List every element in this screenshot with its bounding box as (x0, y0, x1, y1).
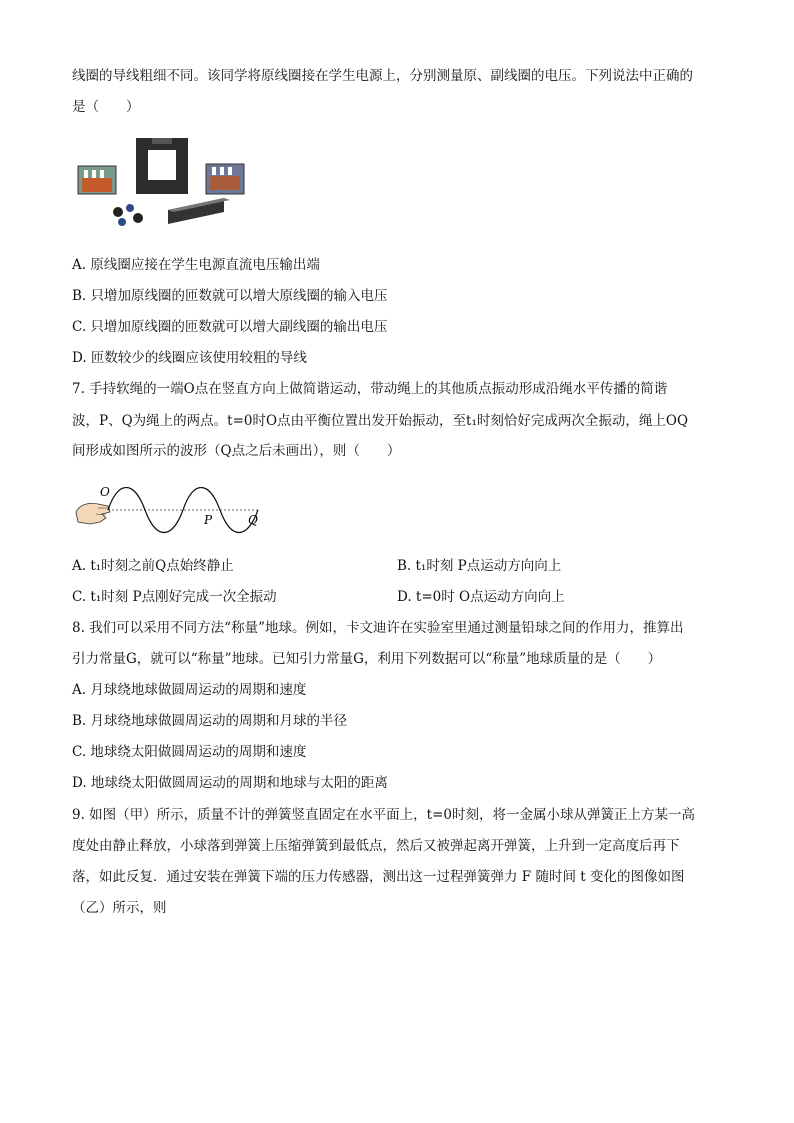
hand-icon (76, 503, 110, 524)
q7-option-b: B. t₁时刻 P点运动方向向上 (397, 558, 562, 574)
q7-stem-line-2: 波，P、Q为绳上的两点。t=0时O点由平衡位置出发开始振动，至t₁时刻恰好完成两次全振动，绳上OQ (72, 413, 689, 429)
rope-wave-figure (72, 474, 272, 534)
q9-stem-line-4: （乙）所示，则 (72, 900, 167, 916)
q7-option-a: A. t₁时刻之前Q点始终静止 (72, 558, 234, 574)
q6-stem-line-2: 是（ ） (72, 99, 140, 115)
q8-option-c: C. 地球绕太阳做圆周运动的周期和速度 (72, 744, 307, 760)
q7-option-d: D. t=0时 O点运动方向向上 (397, 589, 565, 605)
q9-stem-line-2: 度处由静止释放，小球落到弹簧上压缩弹簧到最低点，然后又被弹起离开弹簧，上升到一定高度后再下 (72, 838, 680, 854)
q6-option-c: C. 只增加原线圈的匝数就可以增大副线圈的输出电压 (72, 319, 388, 335)
q9-stem-line-1: 9. 如图（甲）所示，质量不计的弹簧竖直固定在水平面上，t=0时刻，将一金属小球从弹簧正上方某一高 (72, 807, 695, 823)
wave-curve (108, 488, 258, 533)
q6-option-d: D. 匝数较少的线圈应该使用较粗的导线 (72, 350, 307, 366)
transformer-apparatus-image (74, 134, 250, 232)
q7-stem-line-1: 7. 手持软绳的一端O点在竖直方向上做简谐运动，带动绳上的其他质点振动形成沿绳水平传播的简谐 (72, 381, 668, 397)
q8-option-b: B. 月球绕地球做圆周运动的周期和月球的半径 (72, 713, 348, 729)
q7-option-c: C. t₁时刻 P点刚好完成一次全振动 (72, 589, 277, 605)
q7-stem-line-3: 间形成如图所示的波形（Q点之后未画出），则（ ） (72, 443, 401, 459)
q8-option-d: D. 地球绕太阳做圆周运动的周期和地球与太阳的距离 (72, 775, 388, 791)
q6-option-a: A. 原线圈应接在学生电源直流电压输出端 (72, 257, 320, 273)
q8-stem-line-2: 引力常量G，就可以“称量”地球。已知引力常量G，利用下列数据可以“称量”地球质量的是（ ） (72, 651, 662, 667)
label-q: Q (248, 513, 258, 527)
q8-option-a: A. 月球绕地球做圆周运动的周期和速度 (72, 682, 307, 698)
q9-stem-line-3: 落，如此反复．通过安装在弹簧下端的压力传感器，测出这一过程弹簧弹力 F 随时间 t 变化的图像如图 (72, 869, 685, 885)
q6-option-b: B. 只增加原线圈的匝数就可以增大原线圈的输入电压 (72, 288, 388, 304)
label-o: O (100, 485, 110, 499)
q8-stem-line-1: 8. 我们可以采用不同方法“称量”地球。例如，卡文迪许在实验室里通过测量铅球之间的作用力，推算出 (72, 620, 684, 636)
label-p: P (204, 513, 213, 527)
q6-stem-line-1: 线圈的导线粗细不同。该同学将原线圈接在学生电源上，分别测量原、副线圈的电压。下列说法中正确的 (72, 68, 693, 84)
